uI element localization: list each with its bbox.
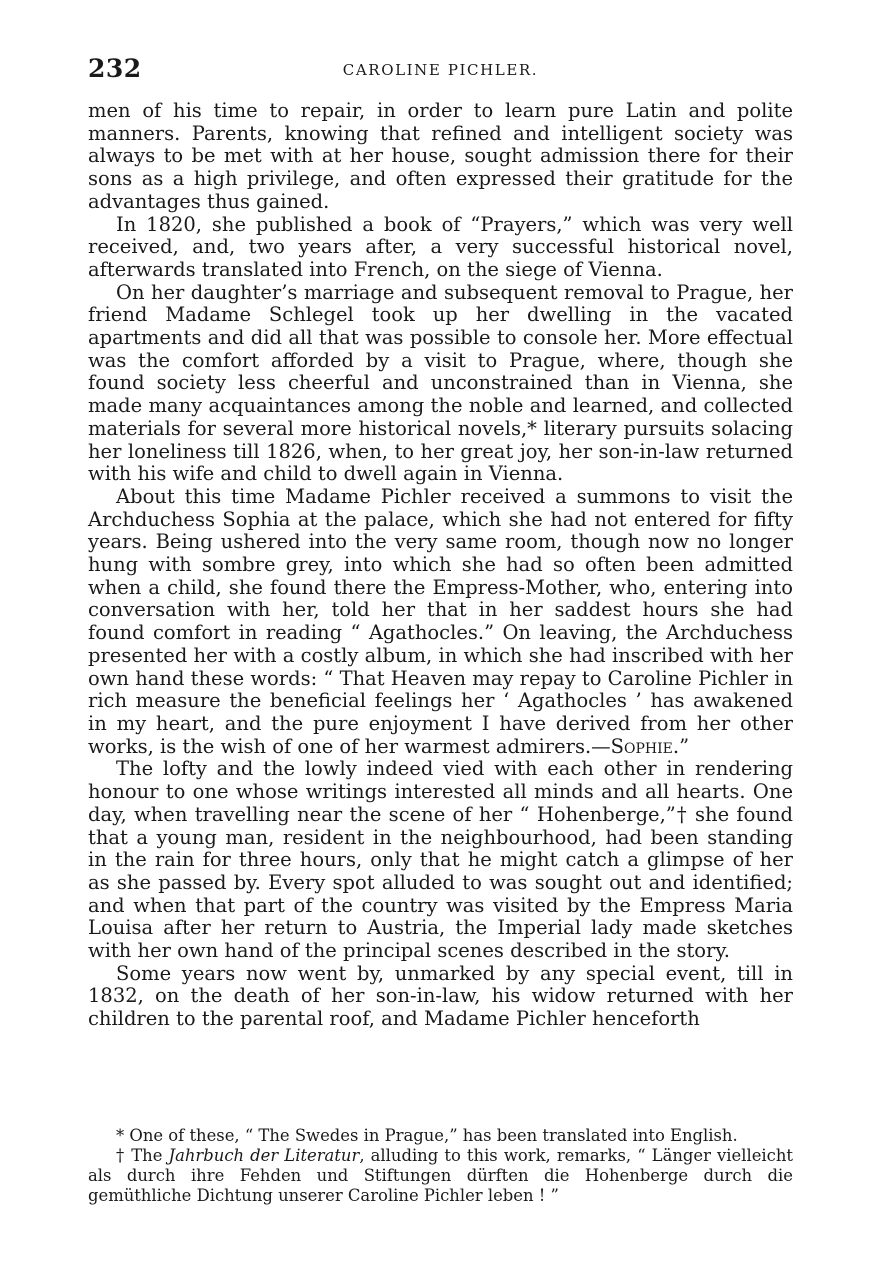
paragraph-4-end: .” [672,734,690,758]
footnote-1: * One of these, “ The Swedes in Prague,” has been translated into English. [116,1126,738,1145]
paragraph-4-text: About this time Madame Pichler received a summons to visit the Archduchess Sophia at the palace, which she had not entered for fifty years. Being ushered into the very same room, though now no longer hung with sombre grey, into which she had so often been admitted when a child, she found there the Empress-Mother, who, entering into conversation with her, told her that in her saddest hours she had found comfort in reading “ Agathocles.” On leaving, the Archduchess presented her with a costly album, in which she had inscribed with her own hand these words: “ That Heaven may repay to Caroline Pichler in rich measure the beneficial feelings her ‘ Agathocles ’ has awakened in my heart, and the pure enjoyment I have derived from her other works, is the wish of one of her warmest admirers.— [88,484,793,758]
signature: Sophie [610,734,673,758]
footnote-2 [88,1146,793,1206]
page-number: 232 [88,54,142,83]
running-head: CAROLINE PICHLER. [342,61,539,79]
paragraph-4 [88,486,793,758]
paragraph-1: men of his time to repair, in order to learn pure Latin and polite manners. Parents, knowing that refined and intelligent society was always to be met with at her house, sought admission there for their sons as a high privilege, and often expressed their gratitude for the advantages thus gained. [88,99,793,213]
paragraph-6: Some years now went by, unmarked by any special event, till in 1832, on the death of her son-in-law, his widow returned with her children to the parental roof, and Madame Pichler henceforth [88,961,793,1031]
paragraph-2: In 1820, she published a book of “Prayers,” which was very well received, and, two years after, a very successful historical novel, afterwards translated into French, on the siege of Vienna. [88,212,793,281]
page-header [88,54,793,84]
paragraph-3: On her daughter’s marriage and subsequent removal to Prague, her friend Madame Schlegel took up her dwelling in the vacated apartments and did all that was possible to console her. More effectual was the comfort afforded by a visit to Prague, where, though she found society less cheerful and unconstrained than in Vienna, she made many acquaintances among the noble and learned, and collected materials for several more historical novels,* literary pursuits solacing her loneliness till 1826, when, to her great joy, her son-in-law returned with his wife and child to dwell again in Vienna. [88,280,793,486]
footnotes [88,1126,793,1206]
paragraph-5: The lofty and the lowly indeed vied with each other in rendering honour to one whose writings interested all minds and all hearts. One day, when travelling near the scene of her “ Hohenberge,”† she found that a young man, resident in the neighbourhood, had been standing in the rain for three hours, only that he might catch a glimpse of her as she passed by. Every spot alluded to was sought out and identified; and when that part of the country was visited by the Empress Maria Louisa after her return to Austria, the Imperial lady made sketches with her own hand of the principal scenes described in the story. [88,757,793,963]
body-text [88,100,793,1031]
footnote-2-rest: , alluding to this work, remarks, “ Länger vielleicht als durch ihre Fehden und Stiftungen dürften die Hohenberge durch die gemüthliche Dichtung unserer Caroline Pichler leben ! ” [88,1146,793,1205]
footnote-2-title: Jahrbuch der Literatur [168,1146,360,1165]
footnote-2-start: † The [116,1146,169,1165]
